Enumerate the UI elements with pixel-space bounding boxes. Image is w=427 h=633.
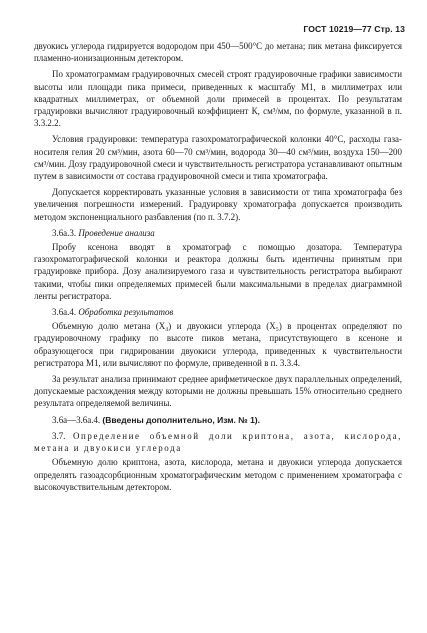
section-number: 3.6а.4. [52, 307, 77, 318]
section-heading-3-6a-3 [34, 227, 402, 239]
section-title: Определение объемной доли криптона, азота, кислорода, метана и двуокиси углерода [34, 430, 402, 454]
section-number: 3.7. [52, 430, 66, 441]
paragraph-3: Условия градуировки: температура газохроматографической колонки 40°С, расходы газа-носителя гелия 20 см³/мин, азота 60—70 см³/мин, водорода 30—40 см³/мин, воздуха 150—200 см³/мин. Дозу градуировочной смеси и чувствительность регистратора устанавливают опытным путем в зависимости от состава градуировочной смеси и типа хроматографа. [34, 134, 402, 182]
paragraph-5: Пробу ксенона вводят в хроматограф с помощью дозатора. Температура газохроматографической колонки и реактора должны быть идентичны принятым при градуировке прибора. Дозу анализируемого газа и чувствительность регистратора выбирают такими, чтобы пики определяемых примесей были максимальными в пределах диаграммной ленты регистратора. [34, 242, 402, 301]
paragraph-6: Объемную долю метана (X₄) и двуокиси углерода (X₅) в процентах определяют по градуировочному графику по высоте пиков метана, присутствующего в ксеноне и образующегося при гидрировании двуокиси углерода, приведенных к чувствительности регистратора М1, или вычисляют по формуле, приведенной в п. 3.3.4. [34, 321, 402, 368]
section-title: Обработка результатов [78, 307, 174, 318]
document-body [34, 40, 402, 495]
amendment-note [34, 414, 402, 426]
page-header: ГОСТ 10219—77 Стр. 13 [303, 24, 405, 34]
paragraph-7: За результат анализа принимают среднее арифметическое двух параллельных определений, допускаемые расхождения между которыми не должны превышать 15% относительно среднего результата определяемой величины. [34, 374, 402, 409]
section-title: Проведение анализа [78, 227, 155, 238]
section-heading-3-6a-4 [34, 306, 402, 318]
paragraph-1: двуокись углерода гидрируется водородом при 450—500°С до метана; пик метана фиксируется пламенно-ионизационным детектором. [34, 41, 402, 64]
section-number: 3.6а.3. [52, 227, 77, 238]
amendment-range: 3.6а—3.6а.4. [52, 414, 101, 425]
section-heading-3-7 [34, 430, 402, 454]
amendment-text: (Введены дополнительно, Изм. № 1). [102, 414, 260, 425]
paragraph-4: Допускается корректировать указанные условия в зависимости от типа хроматографа без увеличения погрешности измерений. Градуировку хроматографа допускается производить методом экспоненциального разбавления (по п. 3.7.2). [34, 187, 402, 222]
paragraph-9: Объемную долю криптона, азота, кислорода, метана и двуокиси углерода допускается определять газоадсорбционным хроматографическим методом с применением хроматографа с высокочувствительным детектором. [34, 457, 402, 492]
paragraph-2: По хроматограммам градуировочных смесей строят градуировочные графики зависимости высоты или площади пика примеси, приведенных к масштабу М1, в миллиметрах или квадратных миллиметрах, от объемной доли примесей в процентах. По результатам градуировки вычисляют градуировочный коэффициент К, см³/мм, по формуле, указанной в п. 3.3.2.2. [34, 69, 402, 129]
